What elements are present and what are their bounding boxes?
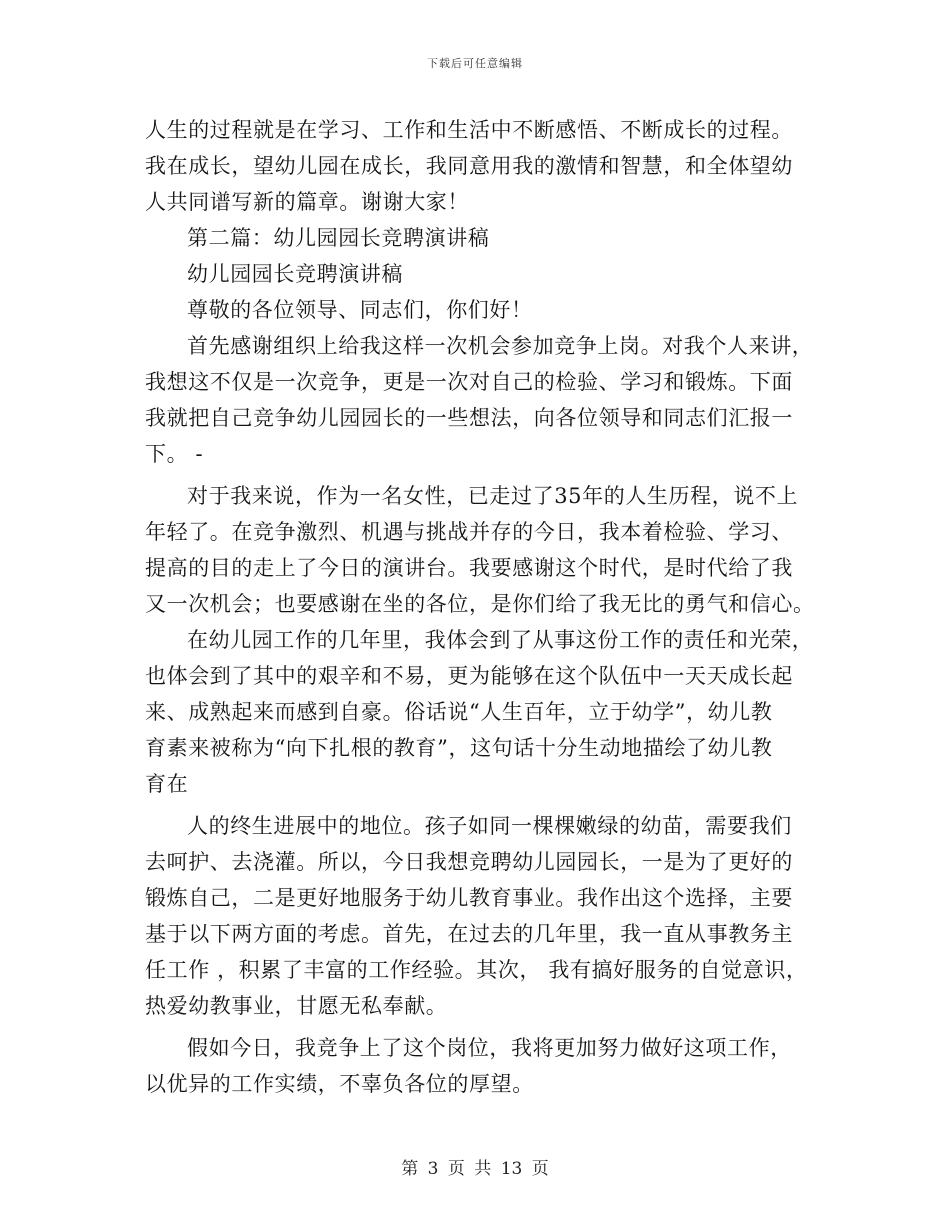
salutation: 尊敬的各位领导、同志们，你们好！ xyxy=(187,298,533,322)
text-line: 人生的过程就是在学习、工作和生活中不断感悟、不断成长的过程。 xyxy=(145,118,793,142)
page-footer: 第 3 页 共 13 页 xyxy=(401,1159,549,1179)
paragraph-start: 对于我来说，作为一名女性，已走过了35年的人生历程，说不上 xyxy=(187,484,799,508)
text-line: 我想这不仅是一次竞争，更是一次对自己的检验、学习和锻炼。下面 xyxy=(145,370,793,394)
paragraph-start: 人的终生进展中的地位。孩子如同一棵棵嫩绿的幼苗，需要我们 xyxy=(187,814,792,838)
page-header: 下载后可任意编辑 xyxy=(427,57,523,70)
text-line: 育在 xyxy=(145,772,189,796)
text-line: 以优异的工作实绩，不辜负各位的厚望。 xyxy=(145,1072,534,1096)
paragraph-start: 假如今日，我竞争上了这个岗位，我将更加努力做好这项工作， xyxy=(187,1036,792,1060)
text-line: 人共同谱写新的篇章。谢谢大家！ xyxy=(145,190,469,214)
text-line: 去呵护、去浇灌。所以，今日我想竞聘幼儿园园长，一是为了更好的 xyxy=(145,850,793,874)
text-line: 我就把自己竞争幼儿园园长的一些想法，向各位领导和同志们汇报一 xyxy=(145,406,793,430)
section-title: 第二篇：幼儿园园长竞聘演讲稿 xyxy=(187,226,490,250)
text-line: 育素来被称为“向下扎根的教育”，这句话十分生动地描绘了幼儿教 xyxy=(145,736,773,760)
text-line: 基于以下两方面的考虑。首先，在过去的几年里，我一直从事教务主 xyxy=(145,922,793,946)
paragraph-start: 首先感谢组织上给我这样一次机会参加竞争上岗。对我个人来讲， xyxy=(187,334,814,358)
text-line: 来、成熟起来而感到自豪。俗话说“人生百年，立于幼学”，幼儿教 xyxy=(145,700,773,724)
text-line: 年轻了。在竞争激烈、机遇与挑战并存的今日，我本着检验、学习、 xyxy=(145,520,793,544)
text-line: 提高的目的走上了今日的演讲台。我要感谢这个时代，是时代给了我 xyxy=(145,556,793,580)
text-line: 又一次机会；也要感谢在坐的各位，是你们给了我无比的勇气和信心。 xyxy=(145,592,815,616)
speech-title: 幼儿园园长竞聘演讲稿 xyxy=(187,262,403,286)
text-line: 也体会到了其中的艰辛和不易，更为能够在这个队伍中一天天成长起 xyxy=(145,664,793,688)
paragraph-start: 在幼儿园工作的几年里，我体会到了从事这份工作的责任和光荣， xyxy=(187,628,814,652)
text-line: 我在成长，望幼儿园在成长，我同意用我的激情和智慧，和全体望幼 xyxy=(145,154,793,178)
document-body xyxy=(145,112,815,1102)
text-line: 热爱幼教事业，甘愿无私奉献。 xyxy=(145,994,448,1018)
text-line: 锻炼自己，二是更好地服务于幼儿教育事业。我作出这个选择，主要 xyxy=(145,886,793,910)
text-line: 任工作 ，积累了丰富的工作经验。其次， 我有搞好服务的自觉意识， xyxy=(145,958,808,982)
text-line: 下。 - xyxy=(145,442,204,466)
